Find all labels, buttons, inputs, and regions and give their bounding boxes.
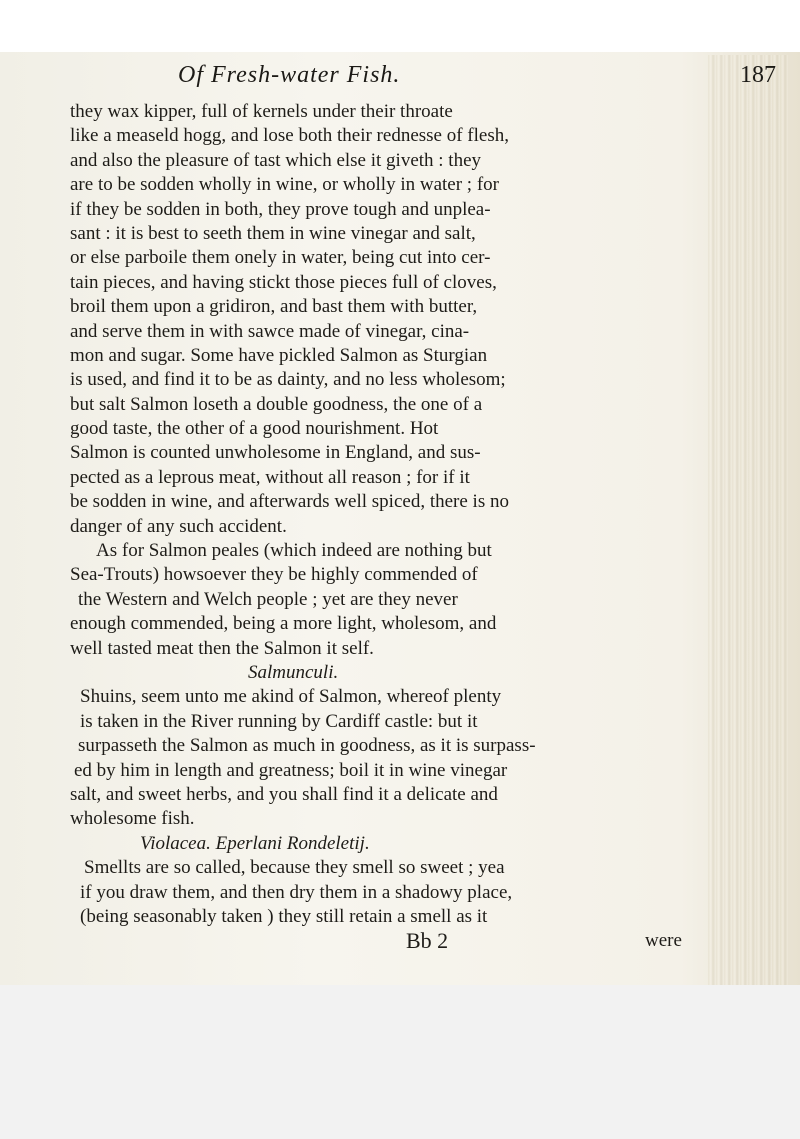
text-line: if you draw them, and then dry them in a shadowy place, (80, 881, 513, 903)
text-line: well tasted meat then the Salmon it self. (70, 637, 374, 659)
text-line: ed by him in length and greatness; boil it in wine vinegar (74, 759, 508, 781)
section-heading: Salmunculi. (248, 661, 339, 683)
section-heading: Violacea. Eperlani Rondeletij. (140, 832, 370, 854)
text-line: or else parboile them onely in water, being cut into cer- (70, 247, 491, 269)
text-line: wholesome fish. (70, 808, 195, 830)
text-line: broil them upon a gridiron, and bast them with butter, (70, 296, 478, 318)
text-line: As for Salmon peales (which indeed are nothing but (96, 540, 492, 562)
page-number: 187 (740, 62, 776, 88)
text-line: Salmon is counted unwholesome in England, and sus- (70, 442, 481, 464)
text-line: surpasseth the Salmon as much in goodness, as it is surpass- (78, 735, 536, 757)
signature-mark: Bb 2 (406, 928, 449, 954)
text-line: Smellts are so called, because they smell so sweet ; yea (84, 857, 505, 879)
text-line: enough commended, being a more light, wholesom, and (70, 613, 497, 635)
text-line: is used, and find it to be as dainty, and no less wholesom; (70, 369, 506, 391)
top-margin (0, 0, 800, 52)
text-line: salt, and sweet herbs, and you shall find it a delicate and (70, 783, 498, 805)
footer-line (70, 929, 710, 953)
text-line: (being seasonably taken ) they still retain a smell as it (80, 905, 488, 927)
text-line: Sea-Trouts) howsoever they be highly commended of (70, 564, 478, 586)
catchword: were (645, 930, 682, 952)
text-line: sant : it is best to seeth them in wine vinegar and salt, (70, 222, 476, 244)
text-line: pected as a leprous meat, without all reason ; for if it (70, 466, 470, 488)
body-text (70, 100, 710, 954)
text-line: and also the pleasure of tast which else it giveth : they (70, 149, 482, 171)
running-title: Of Fresh-water Fish. (178, 62, 401, 88)
page-header (0, 60, 800, 100)
page-edge-shading (708, 55, 788, 985)
text-line: Shuins, seem unto me akind of Salmon, whereof plenty (80, 686, 502, 708)
text-line: they wax kipper, full of kernels under their throate (70, 101, 453, 122)
text-line: is taken in the River running by Cardiff castle: but it (80, 710, 478, 732)
text-line: if they be sodden in both, they prove tough and unplea- (70, 198, 491, 220)
text-line: mon and sugar. Some have pickled Salmon as Sturgian (70, 344, 488, 366)
text-line: danger of any such accident. (70, 515, 287, 537)
text-line: tain pieces, and having stickt those pieces full of cloves, (70, 271, 497, 293)
text-line: and serve them in with sawce made of vinegar, cina- (70, 320, 470, 342)
bottom-margin (0, 985, 800, 1139)
text-line: be sodden in wine, and afterwards well spiced, there is no (70, 491, 509, 513)
text-line: are to be sodden wholly in wine, or wholly in water ; for (70, 174, 499, 196)
text-line: but salt Salmon loseth a double goodness, the one of a (70, 393, 483, 415)
text-line: the Western and Welch people ; yet are they never (78, 588, 458, 610)
text-line: like a measeld hogg, and lose both their rednesse of flesh, (70, 125, 509, 147)
text-line: good taste, the other of a good nourishment. Hot (70, 418, 439, 440)
